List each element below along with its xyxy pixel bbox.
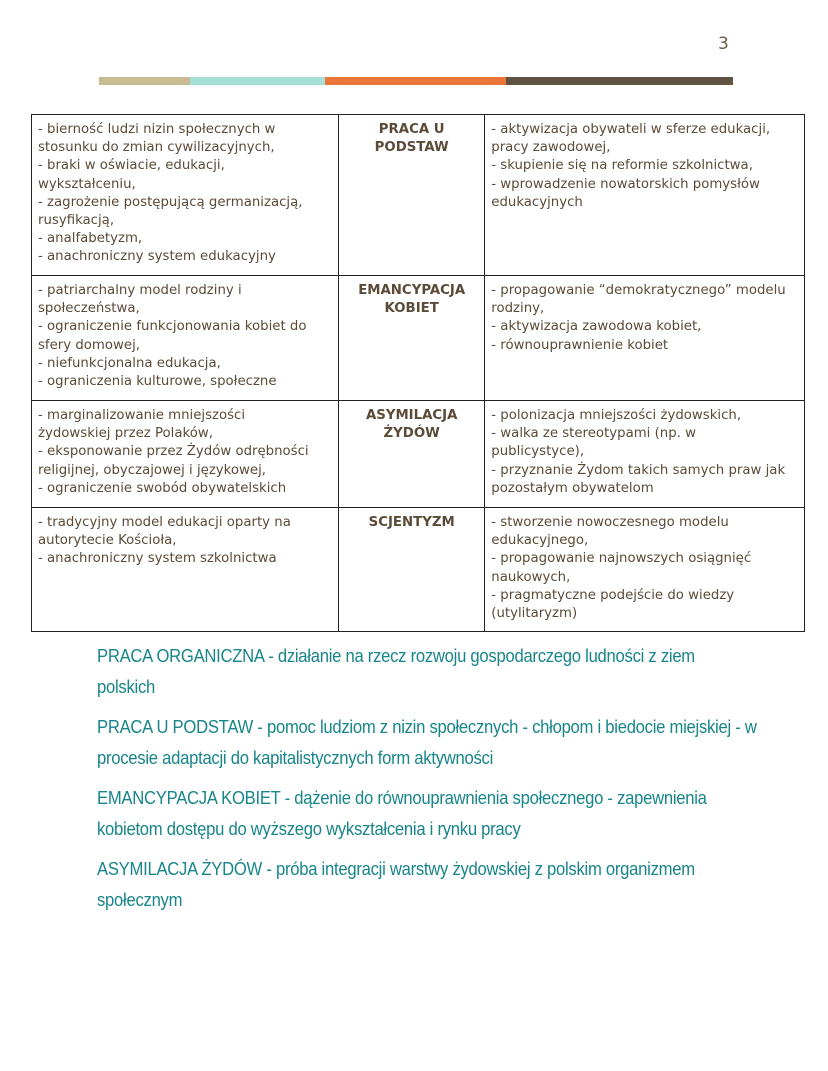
problem-line: - eksponowanie przez Żydów odrębności — [38, 444, 309, 460]
solution-line: - przyznanie Żydom takich samych praw jak — [491, 462, 786, 478]
problem-line: - zagrożenie postępującą germanizacją, — [38, 194, 303, 210]
solution-line: - pragmatyczne podejście do wiedzy — [491, 587, 735, 603]
solution-line: (utylitaryzm) — [491, 606, 578, 622]
problem-line: - ograniczenie funkcjonowania kobiet do — [38, 319, 307, 335]
definition-asymilacja-zydow: ASYMILACJA ŻYDÓW - próba integracji warstwy żydowskiej z polskim organizmem społecznym — [97, 858, 695, 910]
concepts-table — [31, 114, 805, 632]
term-cell: ASYMILACJA ŻYDÓW — [339, 401, 485, 508]
divider-segment-4 — [506, 77, 733, 85]
problem-line: - niefunkcjonalna edukacja, — [38, 355, 221, 371]
problem-line: - bierność ludzi nizin społecznych w — [38, 122, 276, 137]
solution-line: publicystyce), — [491, 444, 585, 460]
problem-line: - braki w oświacie, edukacji, — [38, 158, 225, 174]
solutions-cell — [485, 401, 805, 508]
solution-line: - wprowadzenie nowatorskich pomysłów — [491, 176, 760, 192]
table-row — [32, 508, 805, 632]
problems-cell — [32, 401, 339, 508]
problem-line: - anachroniczny system edukacyjny — [38, 249, 276, 265]
problem-line: stosunku do zmian cywilizacyjnych, — [38, 140, 275, 156]
solution-line: rodziny, — [491, 301, 545, 317]
solution-line: - walka ze stereotypami (np. w — [491, 426, 696, 442]
solution-line: - aktywizacja zawodowa kobiet, — [491, 319, 702, 335]
definition-praca-organiczna: PRACA ORGANICZNA - działanie na rzecz rozwoju gospodarczego ludności z ziem polskich — [97, 645, 695, 697]
problem-line: autorytecie Kościoła, — [38, 533, 177, 549]
problems-cell — [32, 276, 339, 401]
definitions-section — [97, 640, 757, 924]
problem-line: rusyfikacją, — [38, 213, 115, 229]
problem-line: - patriarchalny model rodziny i — [38, 283, 242, 298]
problem-line: żydowskiej przez Polaków, — [38, 426, 213, 442]
problem-line: społeczeństwa, — [38, 301, 140, 317]
definition-praca-u-podstaw: PRACA U PODSTAW - pomoc ludziom z nizin społecznych - chłopom i biedocie miejskiej - w procesie adaptacji do kapitalistycznych form aktywności — [97, 716, 757, 768]
solution-line: pozostałym obywatelom — [491, 480, 654, 496]
solution-line: - stworzenie nowoczesnego modelu — [491, 515, 729, 530]
definition-emancypacja-kobiet: EMANCYPACJA KOBIET - dążenie do równouprawnienia społecznego - zapewnienia kobietom dostępu do wyższego wykształcenia i rynku pracy — [97, 787, 707, 839]
problem-line: religijnej, obyczajowej i językowej, — [38, 462, 267, 478]
term-cell: PRACA U PODSTAW — [339, 115, 485, 276]
term-cell: SCJENTYZM — [339, 508, 485, 632]
solution-line: naukowych, — [491, 569, 571, 585]
solution-line: - propagowanie najnowszych osiągnięć — [491, 551, 752, 567]
solution-line: edukacyjnych — [491, 194, 583, 210]
problem-line: - analfabetyzm, — [38, 231, 143, 247]
divider-segment-1 — [99, 77, 190, 85]
solution-line: - polonizacja mniejszości żydowskich, — [491, 408, 742, 423]
solution-line: edukacyjnego, — [491, 533, 589, 549]
problem-line: - marginalizowanie mniejszości — [38, 408, 246, 423]
solution-line: - równouprawnienie kobiet — [491, 337, 669, 353]
page-number: 3 — [718, 34, 729, 54]
problem-line: - ograniczenia kulturowe, społeczne — [38, 374, 277, 390]
solution-line: pracy zawodowej, — [491, 140, 611, 156]
solutions-cell — [485, 115, 805, 276]
problem-line: wykształceniu, — [38, 176, 136, 192]
divider-segment-2 — [190, 77, 325, 85]
solution-line: - aktywizacja obywateli w sferze edukacji, — [491, 122, 771, 137]
problem-line: sfery domowej, — [38, 337, 140, 353]
problems-cell — [32, 508, 339, 632]
solutions-cell — [485, 508, 805, 632]
solution-line: - skupienie się na reformie szkolnictwa, — [491, 158, 753, 174]
problem-line: - tradycyjny model edukacji oparty na — [38, 515, 291, 530]
term-cell: EMANCYPACJA KOBIET — [339, 276, 485, 401]
color-divider — [99, 77, 733, 85]
table-row — [32, 115, 805, 276]
problem-line: - anachroniczny system szkolnictwa — [38, 551, 277, 567]
solution-line: - propagowanie “demokratycznego” modelu — [491, 283, 786, 298]
problem-line: - ograniczenie swobód obywatelskich — [38, 480, 287, 496]
table-row — [32, 401, 805, 508]
table-row — [32, 276, 805, 401]
divider-segment-3 — [325, 77, 506, 85]
solutions-cell — [485, 276, 805, 401]
problems-cell — [32, 115, 339, 276]
